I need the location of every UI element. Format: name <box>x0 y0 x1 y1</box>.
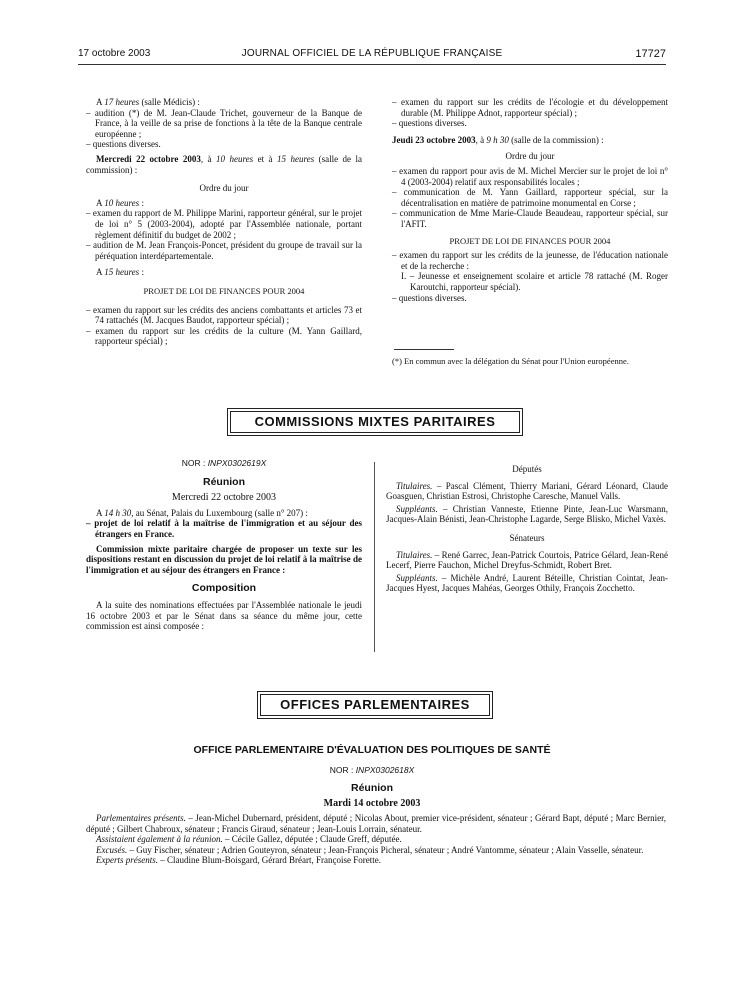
paragraph: Commission mixte paritaire chargée de proposer un texte sur les dispositions restant en discussion du projet de loi relatif à la maîtrise de l'immigration et au séjour des étrangers en France : <box>86 543 362 575</box>
section-title: OFFICES PARLEMENTAIRES <box>260 694 490 716</box>
list-item: – audition (*) de M. Jean-Claude Trichet, gouverneur de la Banque de France, à la veille de sa prise de fonctions à la tête de la Banque centrale européenne ; <box>86 107 362 139</box>
meeting-date: Mercredi 22 octobre 2003 <box>171 492 277 504</box>
paragraph: Excusés. – Guy Fischer, sénateur ; Adrien Gouteyron, sénateur ; Jean-François Picheral, sénateur ; André Vantomme, sénateur ; Alain Vasselle, sénateur. <box>96 844 644 855</box>
footnote <box>392 356 668 367</box>
paragraph: Assistaient également à la réunion. – Cécile Gallez, députée ; Claude Greff, députée. <box>96 834 402 845</box>
left-column-top <box>86 97 362 347</box>
header-rule <box>78 64 666 65</box>
composition-heading: Composition <box>191 582 257 595</box>
list-item: – questions diverses. <box>86 139 161 150</box>
paragraph: Titulaires. – René Garrec, Jean-Patrick Courtois, Patrice Gélard, Jean-René Lecerf, Pierre Fauchon, Michel Dreyfus-Schmidt, Robert Bret. <box>386 549 668 571</box>
paragraph: A 10 heures : <box>96 197 144 208</box>
ordre-du-jour-heading: Ordre du jour <box>199 183 249 194</box>
section-title-box <box>227 408 523 436</box>
paragraph: A la suite des nominations effectuées par l'Assemblée nationale le jeudi 16 octobre 2003 et par le Sénat dans sa séance du même jour, cette commission est ainsi composée : <box>86 599 362 632</box>
right-column-top <box>392 97 668 303</box>
plf-heading: PROJET DE LOI DE FINANCES POUR 2004 <box>449 235 611 246</box>
office-body <box>86 813 666 866</box>
meeting-date: Mardi 14 octobre 2003 <box>323 798 421 809</box>
reunion-heading: Réunion <box>203 475 245 488</box>
reunion-heading: Réunion <box>351 782 393 794</box>
nor-reference: NOR : INPX0302618X <box>329 765 415 775</box>
list-item: – questions diverses. <box>392 118 467 129</box>
page-header <box>78 48 666 62</box>
page-number: 17727 <box>635 48 666 60</box>
paragraph: Mercredi 22 octobre 2003, à 10 heures et à 15 heures (salle de la commission) : <box>86 153 362 175</box>
footnote-rule <box>394 349 454 350</box>
list-item: – examen du rapport sur les crédits des anciens combattants et articles 73 et 74 rattachés (M. Jacques Baudot, rapporteur spécial) ; <box>86 304 362 326</box>
paragraph: A 17 heures (salle Médicis) : <box>96 97 200 107</box>
deputes-heading: Députés <box>512 464 542 474</box>
list-item: – questions diverses. <box>392 292 467 303</box>
paragraph: Experts présents. – Claudine Blum-Boisgard, Gérard Bréart, Françoise Forette. <box>96 855 381 866</box>
senateurs-heading: Sénateurs <box>509 532 545 543</box>
paragraph: Titulaires. – Pascal Clément, Thierry Mariani, Gérard Léonard, Claude Goasguen, Christian Estrosi, Christophe Caresche, Manuel Valls. <box>386 480 668 502</box>
paragraph: Suppléants. – Christian Vanneste, Etienne Pinte, Jean-Luc Warsmann, Jacques-Alain Bénisti, Jean-Christophe Lagarde, Serge Blisko, Michel Vaxès. <box>386 503 668 525</box>
paragraph: A 14 h 30, au Sénat, Palais du Luxembourg (salle n° 207) : <box>96 507 308 518</box>
list-item: – projet de loi relatif à la maîtrise de l'immigration et au séjour des étrangers en France. <box>86 518 362 539</box>
plf-heading: PROJET DE LOI DE FINANCES POUR 2004 <box>143 285 305 296</box>
list-item: – examen du rapport sur les crédits de l'écologie et du développement durable (M. Philippe Adnot, rapporteur spécial) ; <box>392 97 668 118</box>
list-item: – examen du rapport pour avis de M. Michel Mercier sur le projet de loi n° 4 (2003-2004) relatif aux responsabilités locales ; <box>392 165 668 187</box>
nor-reference: NOR : INPX0302619X <box>181 458 267 468</box>
journal-title: JOURNAL OFFICIEL DE LA RÉPUBLIQUE FRANÇAISE <box>241 48 503 59</box>
list-item: – communication de Mme Marie-Claude Beaudeau, rapporteur spécial, sur l'AFIT. <box>392 208 668 229</box>
list-item: I. – Jeunesse et enseignement scolaire et article 78 rattaché (M. Roger Karoutchi, rapporteur spécial). <box>401 271 668 292</box>
cmp-left-column <box>86 458 362 632</box>
list-item: – audition de M. Jean François-Poncet, président du groupe de travail sur la péréquation interdépartementale. <box>86 240 362 261</box>
paragraph: A 15 heures : <box>96 267 144 278</box>
office-title: OFFICE PARLEMENTAIRE D'ÉVALUATION DES POLITIQUES DE SANTÉ <box>193 744 551 756</box>
ordre-du-jour-heading: Ordre du jour <box>505 151 555 162</box>
section-title: COMMISSIONS MIXTES PARITAIRES <box>230 411 520 433</box>
list-item: – examen du rapport sur les crédits de la culture (M. Yann Gaillard, rapporteur spécial) ; <box>86 325 362 347</box>
list-item: – examen du rapport de M. Philippe Marini, rapporteur général, sur le projet de loi n° 5 (2003-2004), adopté par l'Assemblée nationale, portant règlement définitif du budget de 2002 ; <box>86 208 362 240</box>
paragraph: Suppléants. – Michèle André, Laurent Béteille, Christian Cointat, Jean-Jacques Hyest, Jacques Mahéas, Georges Othily, François Zocchetto. <box>386 572 668 594</box>
list-item: – examen du rapport sur les crédits de la jeunesse, de l'éducation nationale et de la recherche : <box>392 250 668 271</box>
paragraph: Jeudi 23 octobre 2003, à 9 h 30 (salle de la commission) : <box>392 134 604 145</box>
section-title-box <box>257 691 493 719</box>
header-date: 17 octobre 2003 <box>78 48 151 59</box>
cmp-right-column <box>386 464 668 594</box>
list-item: – communication de M. Yann Gaillard, rapporteur spécial, sur la décentralisation en matière de patrimoine monumental en Corse ; <box>392 187 668 208</box>
column-divider <box>374 462 375 652</box>
footnote-text: (*) En commun avec la délégation du Sénat pour l'Union européenne. <box>392 356 629 366</box>
paragraph: Parlementaires présents. – Jean-Michel Dubernard, président, député ; Nicolas About, premier vice-président, sénateur ; Gérard Bapt, député ; Marc Bernier, député ; Gilbert Chabroux, sénateur ; Francis Giraud, sénateur ; Jean-Louis Lorrain, sénateur. <box>86 813 666 834</box>
